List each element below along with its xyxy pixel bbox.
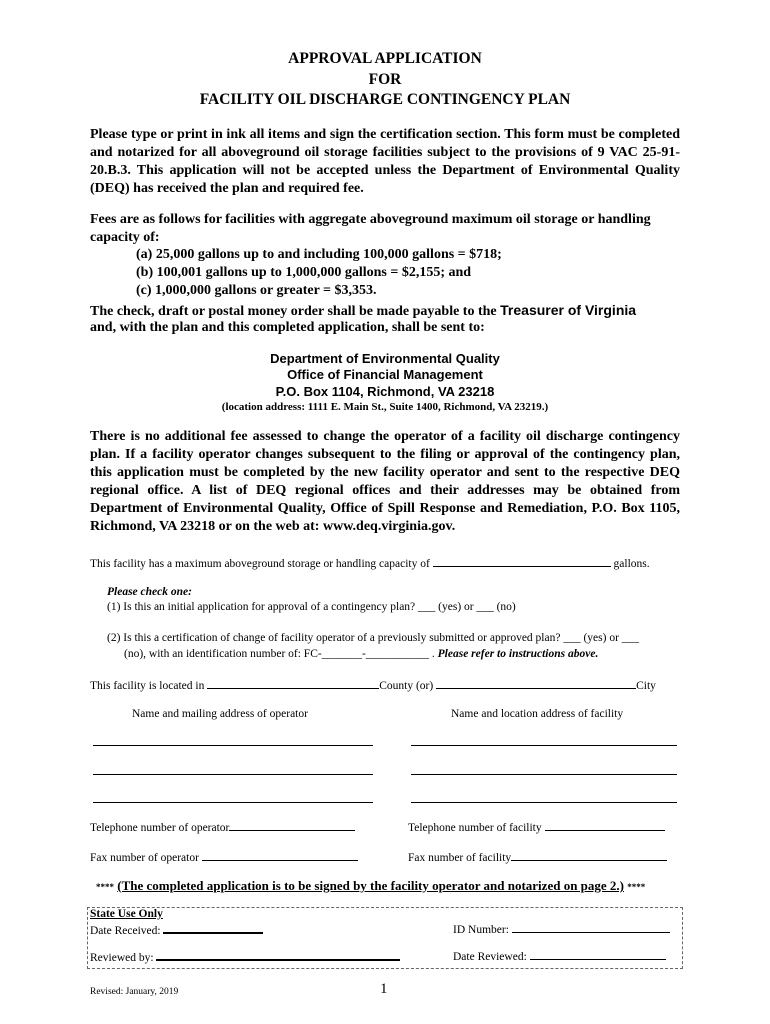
fee-c: (c) 1,000,000 gallons or greater = $3,353. bbox=[136, 283, 377, 298]
operator-change-paragraph: There is no additional fee assessed to change the operator of a facility oil discharge contingency plan. If a facility operator changes subsequent to the filing or approval of the contingency plan, this application must be completed by the new facility operator and sent to the respective DEQ regional office. A list of DEQ regional offices and their addresses may be obtained from Department of Environmental Quality, Office of Spill Response and Remediation, P.O. Box 1105, Richmond, VA 23218 or on the web at: www.deq.virginia.gov. bbox=[90, 429, 680, 534]
operator-column-header: Name and mailing address of operator bbox=[132, 708, 308, 720]
fee-a: (a) 25,000 gallons up to and including 100,000 gallons = $718; bbox=[136, 247, 502, 262]
fac-fax-label: Fax number of facility bbox=[408, 852, 512, 864]
q2-note: Please refer to instructions above. bbox=[437, 648, 599, 660]
signing-note-text: (The completed application is to be signed by the facility operator and notarized on page 2.) bbox=[117, 878, 625, 893]
payable-name: Treasurer of Virginia bbox=[500, 302, 637, 318]
id-number-input[interactable] bbox=[512, 922, 670, 933]
location-city: City bbox=[636, 680, 656, 692]
intro-paragraph: Please type or print in ink all items and sign the certification section. This form must be completed and notarized for all aboveground oil storage facilities subject to the provisions of 9 VAC 25-91-20.B.3. This application will not be accepted unless the Department of Environmental Quality (DEQ) has received the plan and required fee. bbox=[90, 127, 680, 196]
state-use-heading: State Use Only bbox=[90, 908, 163, 920]
capacity-pre: This facility has a maximum aboveground storage or handling capacity of bbox=[90, 558, 430, 570]
check-question-1[interactable]: (1) Is this an initial application for approval of a contingency plan? ___ (yes) or ___ (no) bbox=[107, 601, 516, 613]
location-pre: This facility is located in bbox=[90, 680, 205, 692]
facility-address-line-1[interactable] bbox=[411, 745, 677, 746]
id-number-label: ID Number: bbox=[453, 924, 509, 936]
fee-b: (b) 100,001 gallons up to 1,000,000 gallons = $2,155; and bbox=[136, 265, 472, 280]
title-line-3: FACILITY OIL DISCHARGE CONTINGENCY PLAN bbox=[199, 91, 571, 108]
facility-column-header: Name and location address of facility bbox=[451, 708, 624, 720]
reviewed-by-input[interactable] bbox=[156, 949, 400, 961]
operator-address-line-1[interactable] bbox=[93, 745, 373, 746]
capacity-input[interactable] bbox=[433, 556, 611, 567]
op-tel-input[interactable] bbox=[229, 820, 355, 831]
payable-pre: The check, draft or postal money order shall be made payable to the bbox=[90, 304, 501, 319]
operator-fax bbox=[90, 850, 358, 864]
payable-line bbox=[90, 302, 636, 320]
date-reviewed-input[interactable] bbox=[530, 949, 666, 960]
payable-post: and, with the plan and this completed application, shall be sent to: bbox=[90, 320, 485, 335]
op-fax-input[interactable] bbox=[202, 850, 358, 861]
page-number: 1 bbox=[380, 981, 388, 997]
op-fax-label: Fax number of operator bbox=[90, 852, 199, 864]
county-input[interactable] bbox=[207, 678, 379, 689]
check-question-2-line-2[interactable] bbox=[124, 648, 598, 660]
facility-address-line-3[interactable] bbox=[411, 802, 677, 803]
location-county: County (or) bbox=[379, 680, 434, 692]
date-reviewed-label: Date Reviewed: bbox=[453, 951, 527, 963]
capacity-post: gallons. bbox=[613, 558, 650, 570]
facility-telephone bbox=[408, 820, 665, 834]
fac-tel-input[interactable] bbox=[545, 820, 665, 831]
address-line-3: P.O. Box 1104, Richmond, VA 23218 bbox=[275, 384, 495, 399]
fees-intro: Fees are as follows for facilities with aggregate aboveground maximum oil storage or handling capacity of: bbox=[90, 212, 651, 245]
capacity-line bbox=[90, 556, 650, 570]
stars-right: **** bbox=[627, 882, 646, 892]
address-line-4: (location address: 1111 E. Main St., Suite 1400, Richmond, VA 23219.) bbox=[221, 401, 549, 413]
facility-fax bbox=[408, 850, 667, 864]
signing-note bbox=[96, 878, 645, 894]
operator-address-line-3[interactable] bbox=[93, 802, 373, 803]
date-received bbox=[90, 922, 263, 937]
operator-telephone bbox=[90, 820, 355, 834]
facility-address-line-2[interactable] bbox=[411, 774, 677, 775]
op-tel-label: Telephone number of operator bbox=[90, 822, 230, 834]
fac-fax-input[interactable] bbox=[511, 850, 667, 861]
id-number bbox=[453, 922, 670, 936]
city-input[interactable] bbox=[436, 678, 636, 689]
operator-address-line-2[interactable] bbox=[93, 774, 373, 775]
check-heading: Please check one: bbox=[107, 586, 192, 598]
date-received-label: Date Received: bbox=[90, 925, 161, 937]
revised-date: Revised: January, 2019 bbox=[90, 987, 179, 997]
title-line-1: APPROVAL APPLICATION bbox=[288, 50, 482, 67]
date-reviewed bbox=[453, 949, 666, 963]
stars-left: **** bbox=[96, 882, 114, 892]
q2-text: (no), with an identification number of: FC-_______-___________ . bbox=[124, 648, 435, 660]
fac-tel-label: Telephone number of facility bbox=[408, 822, 542, 834]
reviewed-by-label: Reviewed by: bbox=[90, 952, 154, 964]
address-line-2: Office of Financial Management bbox=[287, 367, 483, 382]
reviewed-by bbox=[90, 949, 400, 964]
check-question-2-line-1[interactable]: (2) Is this a certification of change of facility operator of a previously submitted or approved plan? ___ (yes) or ___ bbox=[107, 632, 640, 644]
date-received-input[interactable] bbox=[163, 922, 263, 934]
location-line bbox=[90, 678, 656, 692]
title-line-2: FOR bbox=[368, 71, 402, 88]
address-line-1: Department of Environmental Quality bbox=[270, 351, 500, 366]
